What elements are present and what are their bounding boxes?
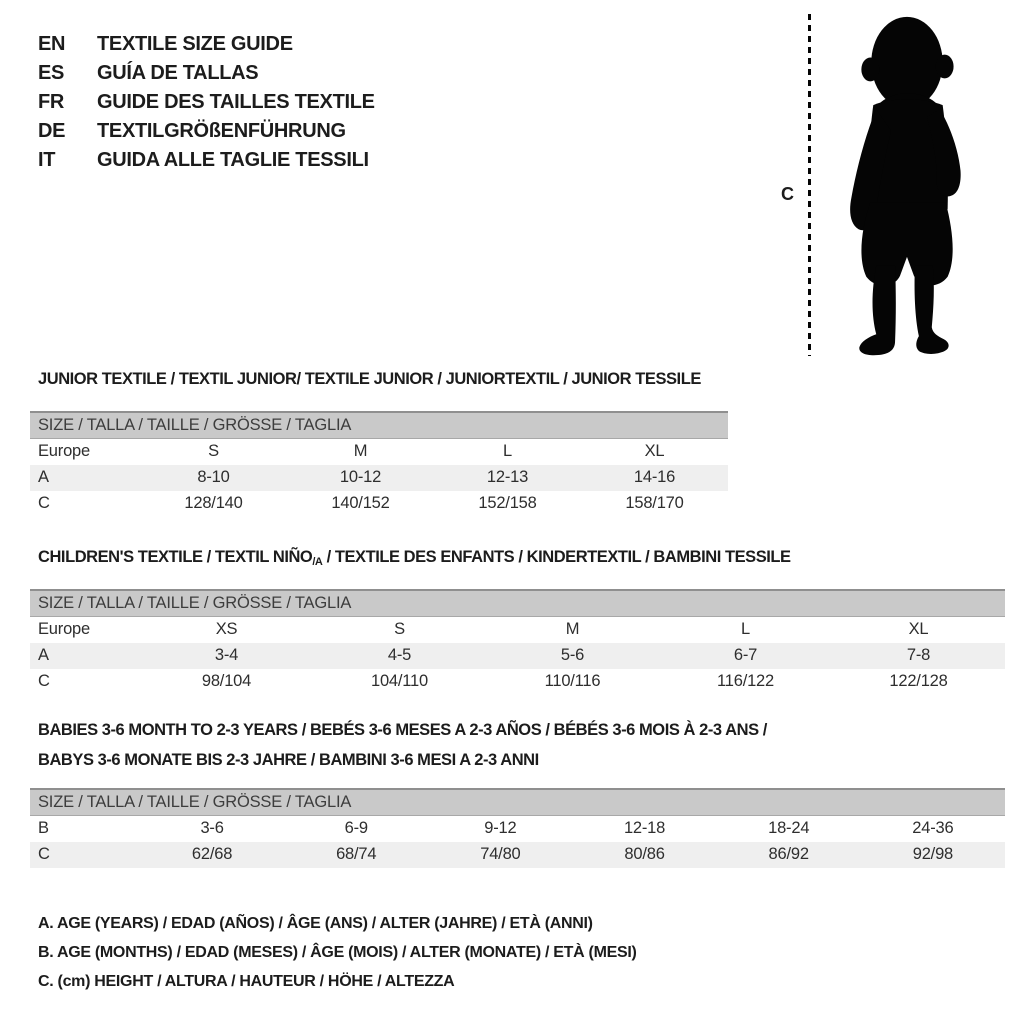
row-label: C	[38, 494, 50, 512]
row-label: B	[38, 819, 49, 838]
size-value-cell: 3-6	[200, 819, 224, 838]
size-value-cell: 6-7	[733, 646, 758, 664]
children-heading-text-cont: / TEXTILE DES ENFANTS / KINDERTEXTIL / BAMBINI TESSILE	[322, 548, 791, 566]
language-row	[38, 59, 375, 88]
size-value-cell: XS	[215, 620, 238, 639]
language-row	[38, 117, 375, 146]
size-value-cell: 116/122	[716, 672, 775, 690]
size-value-cell: 12-13	[486, 468, 529, 486]
table-row	[30, 669, 1005, 695]
language-title: GUÍA DE TALLAS	[97, 62, 259, 84]
table-row	[30, 617, 1005, 643]
size-value-cell: 10-12	[339, 468, 382, 486]
size-value-cell: 18-24	[768, 819, 810, 838]
language-title: GUIDA ALLE TAGLIE TESSILI	[97, 149, 369, 171]
size-value-cell: S	[208, 442, 219, 461]
children-heading-text: CHILDREN'S TEXTILE / TEXTIL NIÑO	[38, 548, 313, 566]
size-value-cell: 122/128	[889, 672, 948, 690]
children-heading-subscript: /A	[312, 556, 323, 568]
size-header-bar: SIZE / TALLA / TAILLE / GRÖSSE / TAGLIA	[30, 412, 728, 439]
row-label: C	[38, 845, 50, 863]
size-header-bar: SIZE / TALLA / TAILLE / GRÖSSE / TAGLIA	[30, 590, 1005, 617]
size-header-row	[30, 412, 728, 439]
size-value-cell: 74/80	[480, 845, 521, 863]
size-value-cell: 104/110	[370, 672, 429, 690]
height-measure-dashed-line	[808, 14, 811, 356]
size-value-cell: S	[394, 620, 405, 639]
size-value-cell: XL	[908, 620, 929, 639]
size-value-cell: 128/140	[184, 494, 243, 512]
babies-section-heading-line2: BABYS 3-6 MONATE BIS 2-3 JAHRE / BAMBINI 3-6 MESI A 2-3 ANNI	[38, 751, 539, 769]
legend-line-a: A. AGE (YEARS) / EDAD (AÑOS) / ÂGE (ANS) / ALTER (JAHRE) / ETÀ (ANNI)	[38, 915, 593, 932]
language-code: IT	[38, 149, 56, 171]
size-header-row	[30, 590, 1005, 617]
size-value-cell: 98/104	[201, 672, 252, 690]
size-value-cell: 5-6	[560, 646, 585, 664]
size-value-cell: 4-5	[387, 646, 412, 664]
junior-size-table	[30, 411, 728, 517]
table-row	[30, 842, 1005, 868]
size-value-cell: 152/158	[478, 494, 537, 512]
size-value-cell: M	[565, 620, 580, 639]
junior-section-heading: JUNIOR TEXTILE / TEXTIL JUNIOR/ TEXTILE JUNIOR / JUNIORTEXTIL / JUNIOR TESSILE	[38, 370, 701, 388]
size-value-cell: XL	[644, 442, 665, 461]
size-value-cell: 86/92	[768, 845, 809, 863]
size-value-cell: 8-10	[197, 468, 230, 486]
language-title-list	[38, 30, 375, 175]
language-code: ES	[38, 62, 65, 84]
legend-line-c: C. (cm) HEIGHT / ALTURA / HAUTEUR / HÖHE / ALTEZZA	[38, 973, 455, 990]
size-value-cell: 6-9	[344, 819, 368, 838]
language-row	[38, 88, 375, 117]
size-header-row	[30, 789, 1005, 816]
size-value-cell: 12-18	[623, 819, 666, 838]
row-label: A	[38, 468, 49, 486]
size-value-cell: 14-16	[633, 468, 676, 486]
size-value-cell: L	[503, 442, 512, 461]
language-code: FR	[38, 91, 65, 113]
babies-section-heading-line1: BABIES 3-6 MONTH TO 2-3 YEARS / BEBÉS 3-6 MESES A 2-3 AÑOS / BÉBÉS 3-6 MOIS À 2-3 ANS /	[38, 721, 767, 739]
table-row	[30, 465, 728, 491]
size-value-cell: 140/152	[331, 494, 390, 512]
legend-line-b: B. AGE (MONTHS) / EDAD (MESES) / ÂGE (MOIS) / ALTER (MONATE) / ETÀ (MESI)	[38, 944, 637, 961]
table-row	[30, 643, 1005, 669]
row-label: Europe	[38, 442, 91, 461]
babies-size-table	[30, 788, 1005, 868]
row-label: C	[38, 672, 50, 690]
language-code: EN	[38, 33, 66, 55]
size-value-cell: L	[741, 620, 750, 639]
language-title: TEXTILGRÖßENFÜHRUNG	[97, 120, 346, 142]
size-value-cell: 3-4	[214, 646, 239, 664]
row-label: A	[38, 646, 49, 664]
size-value-cell: 62/68	[191, 845, 233, 863]
size-value-cell: 68/74	[336, 845, 377, 863]
size-value-cell: 110/116	[544, 672, 601, 690]
language-row	[38, 30, 375, 59]
legend	[38, 909, 637, 996]
language-code: DE	[38, 120, 66, 142]
toddler-silhouette-icon	[816, 6, 992, 358]
height-measure-label: C	[781, 184, 794, 204]
language-title: TEXTILE SIZE GUIDE	[97, 33, 293, 55]
children-size-table	[30, 589, 1005, 695]
size-value-cell: 80/86	[624, 845, 665, 863]
size-value-cell: 158/170	[625, 494, 684, 512]
table-row	[30, 816, 1005, 842]
size-value-cell: 9-12	[484, 819, 517, 838]
size-value-cell: 24-36	[912, 819, 954, 838]
table-row	[30, 491, 728, 517]
language-title: GUIDE DES TAILLES TEXTILE	[97, 91, 375, 113]
children-section-heading	[38, 546, 791, 573]
table-row	[30, 439, 728, 465]
size-value-cell: 92/98	[912, 845, 954, 863]
size-value-cell: M	[353, 442, 368, 461]
language-row	[38, 146, 375, 175]
size-value-cell: 7-8	[906, 646, 931, 664]
row-label: Europe	[38, 620, 91, 639]
size-header-bar: SIZE / TALLA / TAILLE / GRÖSSE / TAGLIA	[30, 789, 1005, 816]
